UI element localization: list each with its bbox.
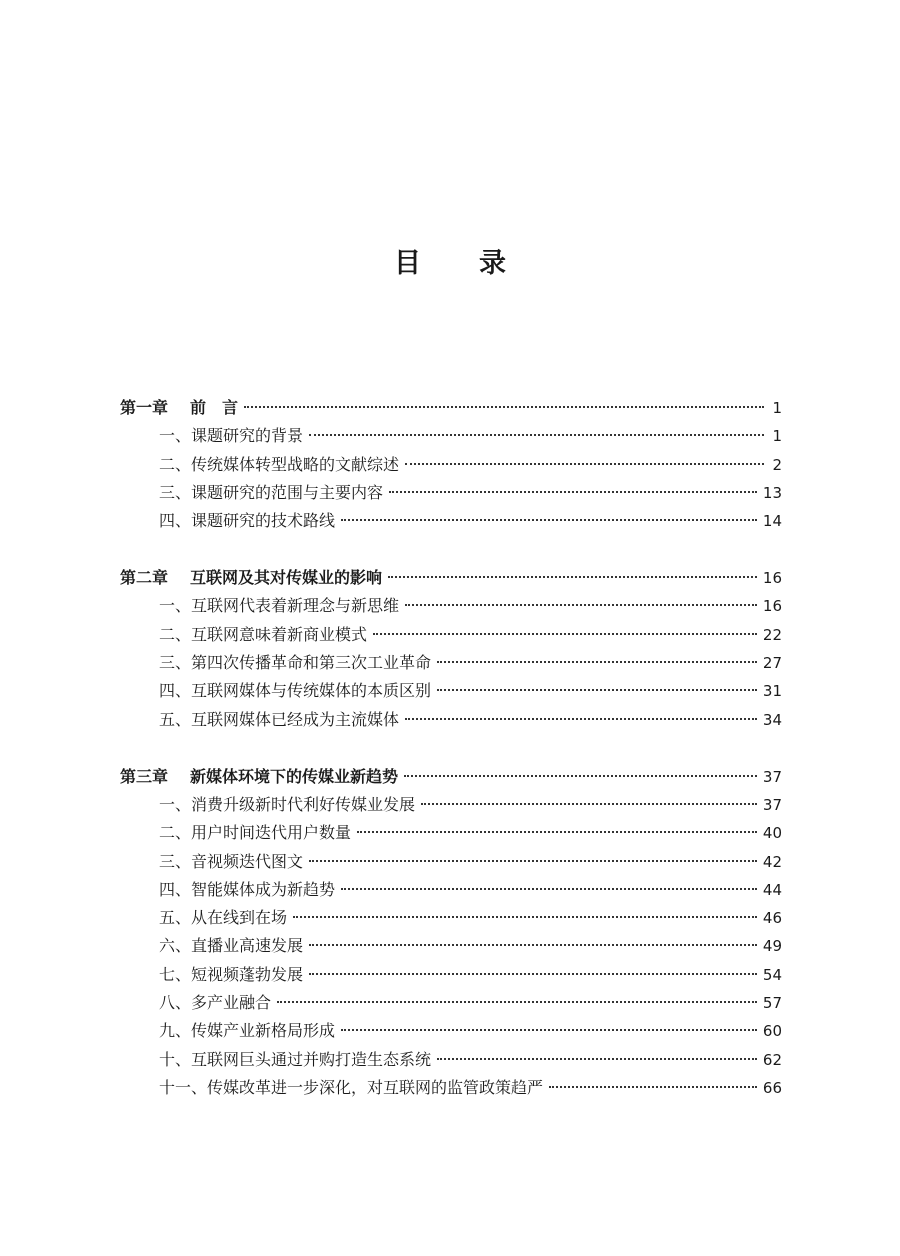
toc-section-entry[interactable]	[120, 649, 782, 677]
toc-section-entry[interactable]	[120, 961, 782, 989]
page-number: 57	[762, 994, 782, 1013]
dot-leader	[437, 689, 757, 691]
toc-section-entry[interactable]	[120, 1017, 782, 1045]
section-title: 四、智能媒体成为新趋势	[159, 879, 336, 899]
section-title: 二、用户时间迭代用户数量	[159, 823, 352, 843]
chapter-title: 新媒体环境下的传媒业新趋势	[190, 766, 399, 786]
section-title: 五、互联网媒体已经成为主流媒体	[159, 709, 400, 729]
toc-chapter-entry[interactable]	[120, 394, 782, 422]
dot-leader	[389, 491, 757, 493]
chapter-block-3	[120, 763, 782, 1103]
page-number: 60	[762, 1022, 782, 1041]
page-number: 40	[762, 824, 782, 843]
section-title: 十、互联网巨头通过并购打造生态系统	[159, 1049, 432, 1069]
toc-title: 目录	[394, 248, 564, 279]
dot-leader	[277, 1001, 757, 1003]
page-number: 2	[772, 455, 782, 474]
dot-leader	[437, 1058, 757, 1060]
page-number: 1	[772, 399, 782, 417]
dot-leader	[421, 803, 757, 805]
chapter-title: 互联网及其对传媒业的影响	[190, 568, 383, 588]
section-title: 一、课题研究的背景	[159, 426, 304, 446]
section-title: 十一、传媒改革进一步深化，对互联网的监管政策趋严	[159, 1077, 544, 1097]
toc-section-entry[interactable]	[120, 932, 782, 960]
section-title: 一、消费升级新时代利好传媒业发展	[159, 794, 416, 814]
dot-leader	[549, 1086, 757, 1088]
toc-section-entry[interactable]	[120, 904, 782, 932]
section-title: 三、第四次传播革命和第三次工业革命	[159, 653, 432, 673]
page-number: 13	[762, 483, 782, 502]
chapter-number: 第一章	[120, 398, 169, 417]
toc-section-entry[interactable]	[120, 479, 782, 507]
toc-section-entry[interactable]	[120, 507, 782, 535]
section-title: 一、互联网代表着新理念与新思维	[159, 596, 400, 616]
chapter-number: 第三章	[120, 766, 169, 786]
page-number: 16	[762, 597, 782, 616]
section-title: 七、短视频蓬勃发展	[159, 964, 304, 984]
dot-leader	[405, 604, 757, 606]
page-number: 37	[762, 795, 782, 814]
chapter-block-1	[120, 394, 782, 535]
toc-chapter-entry[interactable]	[120, 763, 782, 791]
chapter-block-2	[120, 564, 782, 734]
dot-leader	[309, 944, 757, 946]
section-title: 四、课题研究的技术路线	[159, 511, 336, 531]
page-number: 62	[762, 1050, 782, 1069]
section-title: 二、互联网意味着新商业模式	[159, 624, 368, 644]
toc-section-entry[interactable]	[120, 1074, 782, 1102]
section-title: 三、音视频迭代图文	[159, 851, 304, 871]
page-number: 42	[762, 852, 782, 871]
toc-section-entry[interactable]	[120, 422, 782, 450]
chapter-number: 第二章	[120, 568, 169, 588]
page-number: 54	[762, 965, 782, 984]
toc-section-entry[interactable]	[120, 819, 782, 847]
dot-leader	[341, 519, 757, 521]
section-title: 八、多产业融合	[159, 993, 272, 1013]
page-number: 34	[762, 710, 782, 729]
chapter-title: 前 言	[190, 398, 239, 417]
section-title: 六、直播业高速发展	[159, 936, 304, 956]
toc-chapter-entry[interactable]	[120, 564, 782, 592]
section-title: 二、传统媒体转型战略的文献综述	[159, 454, 400, 474]
toc-section-entry[interactable]	[120, 1046, 782, 1074]
table-of-contents	[120, 394, 782, 1131]
page-number: 49	[762, 937, 782, 956]
page-number: 14	[762, 512, 782, 531]
page-number: 27	[762, 654, 782, 673]
dot-leader	[244, 406, 764, 408]
dot-leader	[293, 916, 757, 918]
section-title: 四、互联网媒体与传统媒体的本质区别	[159, 681, 432, 701]
dot-leader	[357, 831, 757, 833]
section-title: 九、传媒产业新格局形成	[159, 1021, 336, 1041]
toc-section-entry[interactable]	[120, 706, 782, 734]
dot-leader	[341, 888, 757, 890]
page-number: 46	[762, 909, 782, 928]
page-number: 44	[762, 880, 782, 899]
toc-section-entry[interactable]	[120, 592, 782, 620]
dot-leader	[437, 661, 757, 663]
toc-section-entry[interactable]	[120, 848, 782, 876]
dot-leader	[373, 633, 757, 635]
page-number: 37	[762, 767, 782, 786]
dot-leader	[405, 463, 764, 465]
page-number: 31	[762, 682, 782, 701]
page-number: 22	[762, 625, 782, 644]
section-title: 三、课题研究的范围与主要内容	[159, 482, 384, 502]
dot-leader	[309, 860, 757, 862]
toc-section-entry[interactable]	[120, 989, 782, 1017]
dot-leader	[341, 1029, 757, 1031]
toc-section-entry[interactable]	[120, 621, 782, 649]
toc-section-entry[interactable]	[120, 677, 782, 705]
page-number: 16	[762, 569, 782, 588]
page-number: 66	[762, 1078, 782, 1097]
dot-leader	[404, 775, 757, 777]
section-title: 五、从在线到在场	[159, 908, 288, 928]
dot-leader	[309, 973, 757, 975]
toc-section-entry[interactable]	[120, 876, 782, 904]
dot-leader	[405, 718, 757, 720]
page-number: 1	[772, 427, 782, 446]
dot-leader	[388, 576, 757, 578]
dot-leader	[309, 434, 764, 436]
toc-section-entry[interactable]	[120, 451, 782, 479]
toc-section-entry[interactable]	[120, 791, 782, 819]
